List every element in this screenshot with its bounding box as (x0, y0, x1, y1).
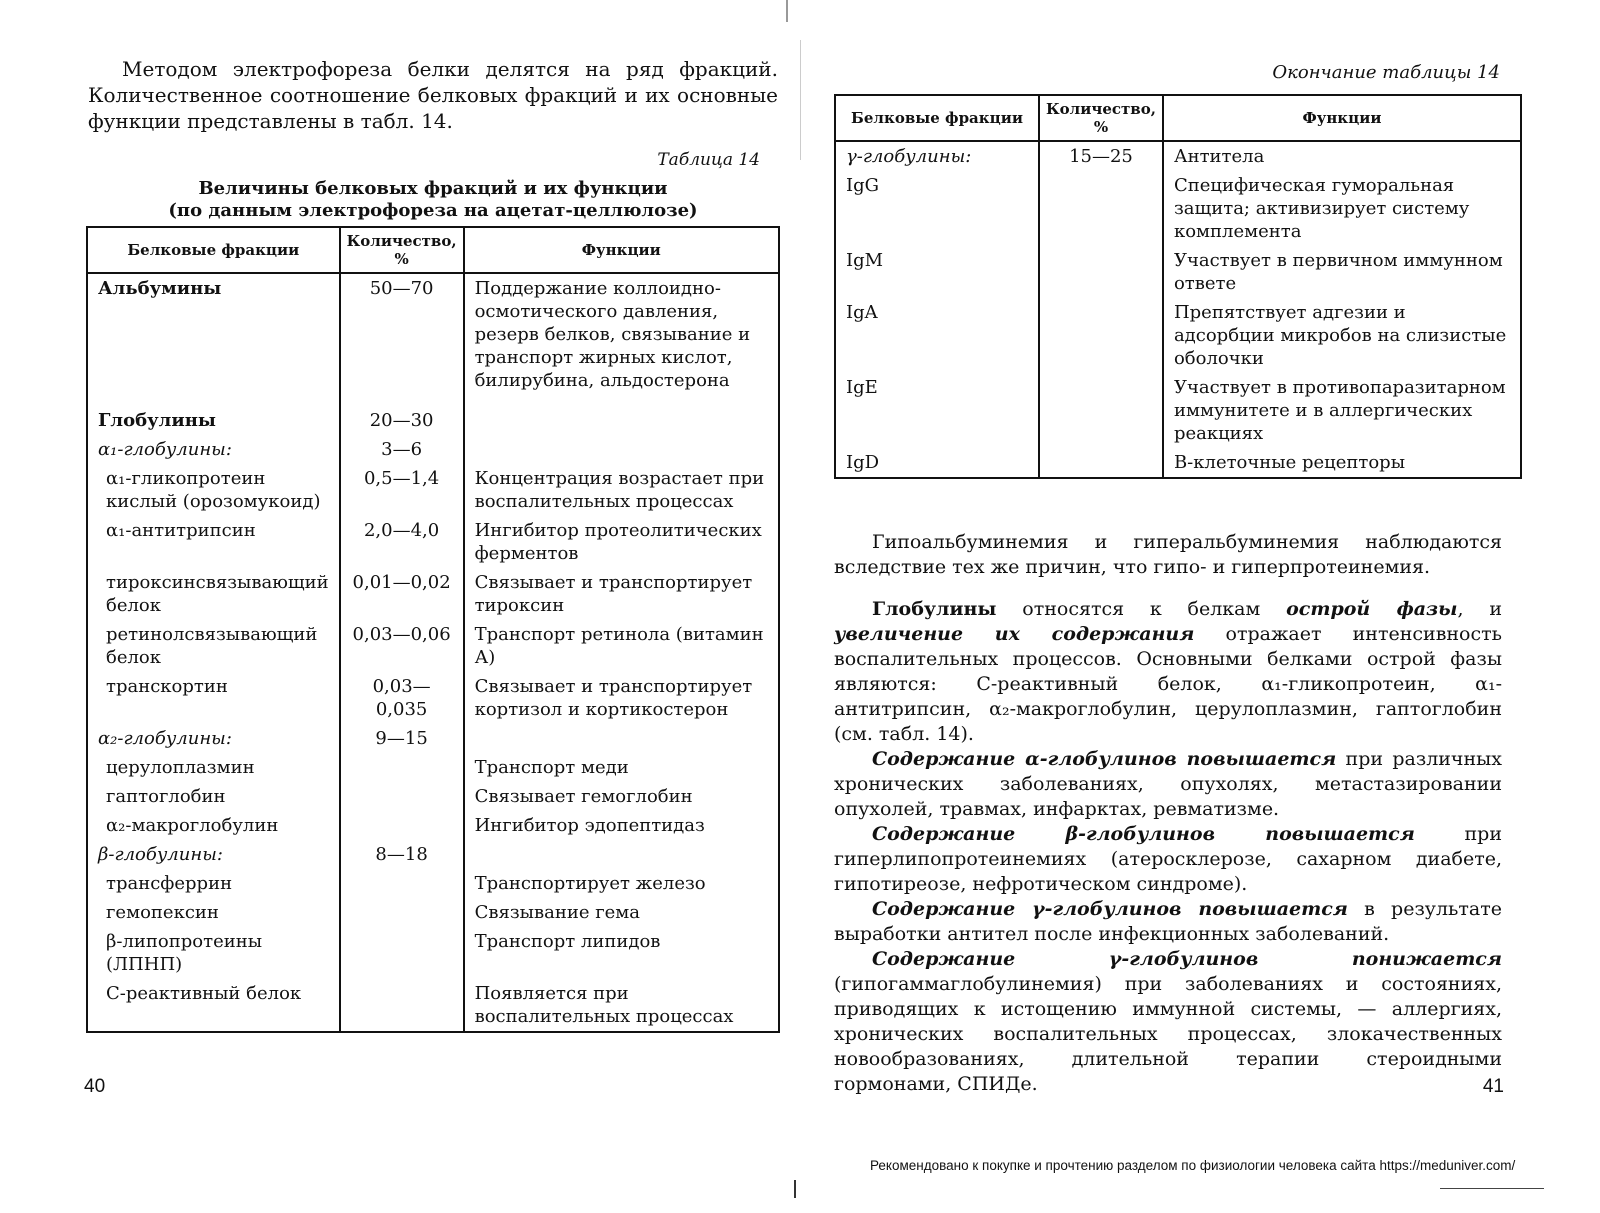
table-row (835, 171, 1521, 246)
fraction-func (464, 435, 779, 464)
fraction-qty: 8—18 (340, 840, 464, 869)
header-fractions: Белковые фракции (87, 227, 340, 273)
fraction-name: тироксинсвязывающий белок (87, 568, 340, 620)
fraction-name: α₂-глобулины: (87, 724, 340, 753)
page-number-right: 41 (1482, 1076, 1504, 1097)
acute-phase-emphasis: острой фазы (1286, 598, 1458, 620)
fraction-name: β-липопротеины (ЛПНП) (87, 927, 340, 979)
table-row (87, 724, 779, 753)
table-row (87, 753, 779, 782)
gamma-decrease-text: (гипогаммаглобулинемия) при заболеваниях и состояниях, приводящих к истощению иммунной системы, — аллергиях, хронических воспалительных процессах, злокачественных новообразованиях, длительной терапии стероидными гормонами, СПИДе. (834, 973, 1502, 1095)
fraction-func: Поддержание коллоидно-осмотического давления, резерв белков, связывание и транспорт жирных кислот, билирубина, альдостерона (464, 273, 779, 406)
gamma-decrease-emphasis: Содержание γ-глобулинов понижается (872, 948, 1502, 970)
fraction-qty (340, 753, 464, 782)
fraction-qty (340, 811, 464, 840)
table-continuation-label: Окончание таблицы 14 (1272, 62, 1500, 83)
fraction-name: Глобулины (87, 406, 340, 435)
hypoalbuminemia-paragraph: Гипоальбуминемия и гиперальбуминемия наблюдаются вследствие тех же причин, что гипо- и гиперпротеинемия. (834, 531, 1502, 578)
table-title-line2: (по данным электрофореза на ацетат-целлюлозе) (168, 200, 698, 221)
table-row (87, 840, 779, 869)
table-row (835, 141, 1521, 171)
fraction-qty (1039, 171, 1163, 246)
fraction-func: Препятствует адгезии и адсорбции микробов на слизистые оболочки (1163, 298, 1521, 373)
table-row (87, 516, 779, 568)
footer-recommendation: Рекомендовано к покупке и прочтению разделом по физиологии человека сайта https://meduniver.com/ (870, 1158, 1516, 1173)
right-page (800, 0, 1600, 1213)
alpha-text: при различных хронических заболеваниях, опухолях, метастазировании опухолей, травмах, инфарктах, ревматизме. (834, 748, 1502, 820)
gamma-increase-emphasis: Содержание γ-глобулинов повышается (872, 898, 1348, 920)
globulins-text-a: относятся к белкам (996, 598, 1287, 620)
alpha-globulins-paragraph (834, 747, 1502, 822)
fraction-func: Транспорт липидов (464, 927, 779, 979)
fraction-func: Транспорт меди (464, 753, 779, 782)
fraction-name: α₁-антитрипсин (87, 516, 340, 568)
fraction-qty (1039, 246, 1163, 298)
intro-paragraph: Методом электрофореза белки делятся на ряд фракций. Количественное соотношение белковых фракций и их основные функции представлены в табл. 14. (88, 57, 778, 133)
fraction-qty: 3—6 (340, 435, 464, 464)
table-row (87, 782, 779, 811)
fraction-qty (1039, 298, 1163, 373)
table-row (87, 979, 779, 1032)
fraction-qty (1039, 448, 1163, 478)
increase-emphasis: увеличение их содержания (834, 623, 1195, 645)
fraction-name: γ-глобулины: (835, 141, 1039, 171)
fraction-name: IgM (835, 246, 1039, 298)
fraction-name: гаптоглобин (87, 782, 340, 811)
footer-link-underline (1440, 1188, 1544, 1189)
fraction-func: Специфическая гуморальная защита; активизирует систему комплемента (1163, 171, 1521, 246)
fraction-qty: 9—15 (340, 724, 464, 753)
globulins-text-b: , и (1457, 598, 1503, 620)
fraction-func: Участвует в противопаразитарном иммунитете и в аллергических реакциях (1163, 373, 1521, 448)
fraction-name: церулоплазмин (87, 753, 340, 782)
fraction-func: Связывает и транспортирует кортизол и кортикостерон (464, 672, 779, 724)
fraction-func: Антитела (1163, 141, 1521, 171)
fraction-func: Связывание гема (464, 898, 779, 927)
fraction-name: транскортин (87, 672, 340, 724)
table-title (88, 178, 778, 222)
page-number-left: 40 (84, 1076, 106, 1097)
table-header-row (835, 95, 1521, 141)
gamma-decrease-paragraph (834, 947, 1502, 1097)
fraction-func: Ингибитор протеолитических ферментов (464, 516, 779, 568)
table-row (835, 448, 1521, 478)
fraction-func (464, 724, 779, 753)
table-title-line1: Величины белковых фракций и их функции (198, 178, 668, 199)
table-row (87, 898, 779, 927)
table-row (87, 464, 779, 516)
fraction-func (464, 840, 779, 869)
fraction-qty (340, 927, 464, 979)
header-fractions: Белковые фракции (835, 95, 1039, 141)
header-functions: Функции (464, 227, 779, 273)
header-functions: Функции (1163, 95, 1521, 141)
fraction-func: Концентрация возрастает при воспалительных процессах (464, 464, 779, 516)
fraction-func: Связывает и транспортирует тироксин (464, 568, 779, 620)
fraction-name: β-глобулины: (87, 840, 340, 869)
fraction-name: гемопексин (87, 898, 340, 927)
fraction-qty (340, 782, 464, 811)
fraction-name: ретинолсвязывающий белок (87, 620, 340, 672)
fraction-qty (1039, 373, 1163, 448)
table-row (87, 811, 779, 840)
fraction-func (464, 406, 779, 435)
fraction-qty: 0,03—0,035 (340, 672, 464, 724)
fraction-func: Появляется при воспалительных процессах (464, 979, 779, 1032)
table-header-row (87, 227, 779, 273)
fraction-name: IgD (835, 448, 1039, 478)
beta-emphasis: Содержание β-глобулинов повышается (872, 823, 1415, 845)
fraction-qty: 15—25 (1039, 141, 1163, 171)
fraction-func: Связывает гемоглобин (464, 782, 779, 811)
table-row (835, 246, 1521, 298)
fraction-qty: 50—70 (340, 273, 464, 406)
fraction-qty: 0,01—0,02 (340, 568, 464, 620)
fraction-qty (340, 979, 464, 1032)
fraction-qty: 20—30 (340, 406, 464, 435)
fraction-func: Транспортирует железо (464, 869, 779, 898)
fraction-name: IgE (835, 373, 1039, 448)
table-row (87, 927, 779, 979)
globulins-lead: Глобулины (872, 598, 997, 620)
table-row (87, 273, 779, 406)
gamma-increase-text: в результате выработки антител после инфекционных заболеваний. (834, 898, 1502, 945)
table-row (87, 672, 779, 724)
globulins-paragraph (834, 597, 1502, 747)
fraction-qty (340, 898, 464, 927)
fraction-name: трансферрин (87, 869, 340, 898)
fraction-name: Альбумины (87, 273, 340, 406)
table-row (87, 620, 779, 672)
globulins-text-block (834, 597, 1502, 1097)
fraction-func: Транспорт ретинола (витамин А) (464, 620, 779, 672)
fraction-qty: 2,0—4,0 (340, 516, 464, 568)
fraction-name: α₂-макроглобулин (87, 811, 340, 840)
table-row (835, 298, 1521, 373)
beta-text: при гиперлипопротеинемиях (атеросклерозе, сахарном диабете, гипотиреозе, нефротическом синдроме). (834, 823, 1502, 895)
fraction-name: IgG (835, 171, 1039, 246)
fraction-qty (340, 869, 464, 898)
fraction-name: α₁-глобулины: (87, 435, 340, 464)
header-quantity: Количество, % (1039, 95, 1163, 141)
beta-globulins-paragraph (834, 822, 1502, 897)
table-row (87, 869, 779, 898)
table-row (87, 406, 779, 435)
table-row (87, 568, 779, 620)
protein-fractions-table (86, 226, 780, 1033)
globulins-text-c: отражает интенсивность воспалительных процессов. Основными белками острой фазы являются: С-реактивный белок, α₁-гликопротеин, α₁-антитрипсин, α₂-макроглобулин, церулоплазмин, гаптоглобин (см. табл. 14). (834, 623, 1502, 745)
table-number: Таблица 14 (657, 150, 760, 170)
alpha-emphasis: Содержание α-глобулинов повышается (872, 748, 1337, 770)
fraction-qty: 0,03—0,06 (340, 620, 464, 672)
gamma-increase-paragraph (834, 897, 1502, 947)
fraction-func: Участвует в первичном иммунном ответе (1163, 246, 1521, 298)
fraction-func: В-клеточные рецепторы (1163, 448, 1521, 478)
fraction-func: Ингибитор эдопептидаз (464, 811, 779, 840)
table-row (835, 373, 1521, 448)
table-row (87, 435, 779, 464)
header-quantity: Количество, % (340, 227, 464, 273)
fraction-name: IgA (835, 298, 1039, 373)
fraction-name: С-реактивный белок (87, 979, 340, 1032)
immunoglobulins-table (834, 94, 1522, 479)
fraction-name: α₁-гликопротеин кислый (орозомукоид) (87, 464, 340, 516)
fraction-qty: 0,5—1,4 (340, 464, 464, 516)
